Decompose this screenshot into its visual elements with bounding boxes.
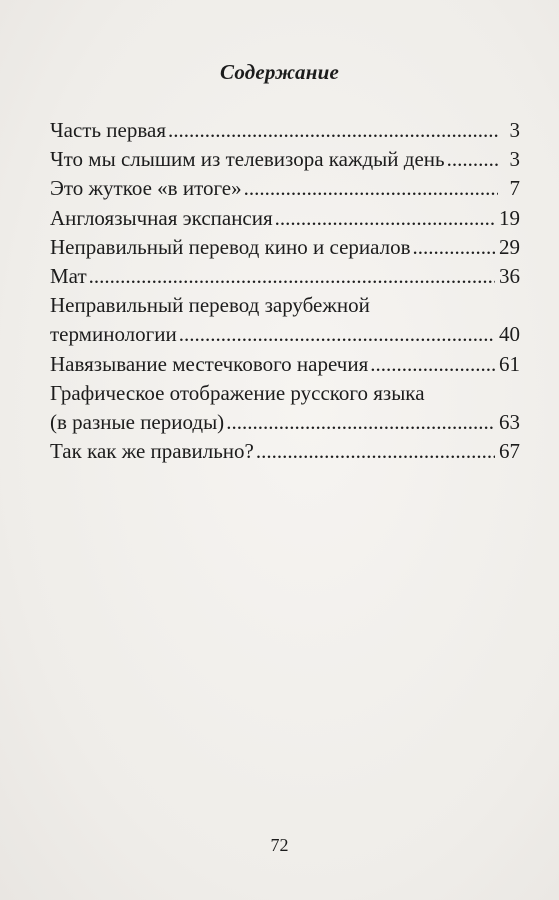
toc-entry-title: Так как же правильно?	[50, 439, 254, 464]
toc-entry-page: 63	[499, 410, 520, 435]
dot-leader	[413, 233, 495, 262]
toc-entry-page: 3	[509, 147, 520, 172]
page-number: 72	[270, 835, 289, 855]
toc-entry-page: 67	[499, 439, 520, 464]
toc-entry	[50, 437, 520, 466]
toc-entry-page: 61	[499, 351, 520, 376]
toc-entry-page: 36	[499, 264, 520, 289]
toc-entry	[50, 320, 520, 349]
toc-title: Содержание	[220, 60, 339, 84]
toc-entry	[50, 204, 520, 233]
toc-entry	[50, 116, 520, 145]
table-of-contents	[50, 116, 520, 466]
toc-entry-title: Часть первая	[50, 118, 166, 142]
toc-entry-first-line: Графическое отображение русского языка	[50, 380, 425, 405]
toc-entry	[50, 262, 520, 291]
toc-entry	[50, 408, 520, 437]
toc-entry-title: Что мы слышим из телевизора каждый день	[50, 147, 445, 172]
toc-entry-page: 7	[509, 176, 520, 201]
toc-entry	[50, 350, 520, 379]
toc-entry-title: Неправильный перевод кино и сериалов	[50, 234, 411, 259]
dot-leader	[226, 408, 495, 437]
toc-entry-first-line: Неправильный перевод зарубежной	[50, 293, 370, 318]
toc-entry	[50, 145, 520, 174]
toc-entry-title: (в разные периоды)	[50, 410, 225, 435]
toc-entry-title: Мат	[50, 264, 87, 289]
dot-leader	[275, 204, 495, 233]
dot-leader	[89, 262, 495, 291]
dot-leader	[244, 174, 498, 203]
toc-entry-page: 19	[499, 205, 520, 230]
toc-entry-page: 3	[509, 118, 520, 142]
toc-entry-title: Это жуткое «в итоге»	[50, 176, 242, 201]
dot-leader	[168, 116, 498, 145]
dot-leader	[370, 350, 495, 379]
toc-entry-page: 40	[499, 322, 520, 347]
dot-leader	[256, 437, 495, 466]
dot-leader	[447, 145, 498, 174]
toc-entry-title: терминологии	[50, 322, 177, 347]
toc-entry-page: 29	[499, 234, 520, 259]
toc-entry	[50, 233, 520, 262]
toc-entry-title: Англоязычная экспансия	[50, 205, 273, 230]
toc-entry	[50, 174, 520, 203]
toc-entry-title: Навязывание местечкового наречия	[50, 351, 369, 376]
dot-leader	[179, 320, 495, 349]
